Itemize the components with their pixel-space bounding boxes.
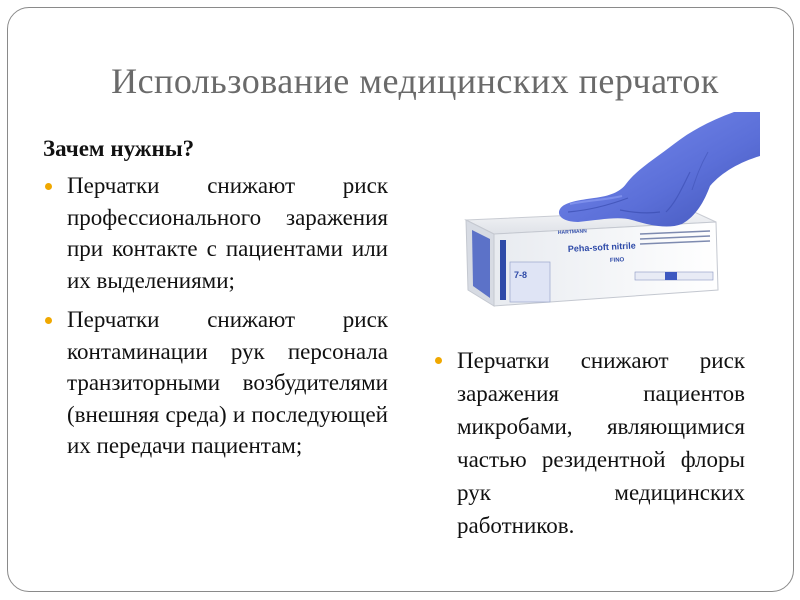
bullet-dot-icon bbox=[45, 317, 52, 324]
list-item bbox=[43, 170, 388, 296]
list-item bbox=[433, 344, 745, 542]
bullet-text: Перчатки снижают риск профессионального заражения при контакте с пациентами или их выделениями; bbox=[67, 173, 388, 293]
list-item bbox=[43, 304, 388, 462]
slide-title: Использование медицинских перчаток bbox=[111, 61, 719, 101]
box-variant: FINO bbox=[609, 257, 625, 264]
right-bullet-list bbox=[433, 344, 745, 542]
blue-glove bbox=[559, 112, 760, 227]
bullet-text: Перчатки снижают риск контаминации рук персонала транзиторными возбудителями (внешняя среда) и последующей их передачи пациентам; bbox=[67, 307, 388, 458]
box-size-label: 7-8 bbox=[514, 270, 528, 280]
subheading: Зачем нужны? bbox=[43, 136, 195, 161]
box-brand: Peha-soft nitrile bbox=[567, 240, 637, 254]
bullet-text: Перчатки снижают риск заражения пациентов микробами, являющимися частью резидентной флоры рук медицинских работников. bbox=[457, 348, 745, 538]
left-bullet-list bbox=[43, 170, 388, 462]
left-column bbox=[43, 134, 388, 470]
right-column bbox=[433, 344, 745, 550]
glove-box-photo bbox=[460, 112, 760, 324]
bullet-dot-icon bbox=[45, 183, 52, 190]
box-logo: HARTMANN bbox=[557, 228, 587, 236]
bullet-dot-icon bbox=[435, 357, 442, 364]
